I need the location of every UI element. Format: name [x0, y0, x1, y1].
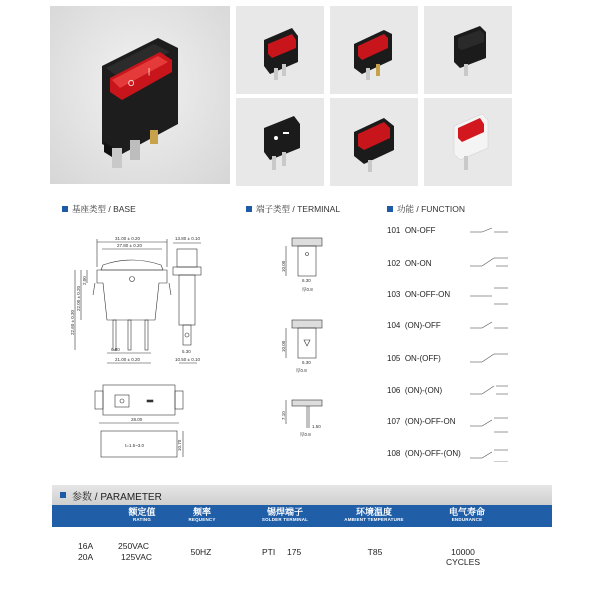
base-drawing	[55, 225, 230, 465]
svg-text:22.60 ± 0.30: 22.60 ± 0.30	[70, 310, 75, 335]
svg-text:27.80 ± 0.20: 27.80 ± 0.20	[117, 243, 142, 248]
bullet-square-icon	[246, 206, 252, 212]
header-endurance: 电气寿命 ENDURANCE	[448, 507, 485, 522]
svg-text:21.00 ± 0.20: 21.00 ± 0.20	[115, 357, 140, 362]
switch-symbol-icons	[468, 222, 518, 462]
function-item: 103 ON-OFF-ON	[387, 290, 451, 299]
svg-text:t=1.5~3.0: t=1.5~3.0	[125, 443, 145, 448]
svg-text:O: O	[128, 79, 135, 88]
main-product-photo	[50, 6, 230, 184]
svg-text:2.00: 2.00	[82, 276, 87, 285]
svg-text:10.00: 10.00	[281, 260, 286, 272]
bullet-square-icon	[60, 492, 66, 498]
function-item: 104 (ON)-OFF	[387, 321, 441, 330]
svg-text:6.30: 6.30	[302, 278, 311, 283]
bullet-square-icon	[62, 206, 68, 212]
function-item: 106 (ON)-(ON)	[387, 386, 443, 395]
product-thumbnail-1	[236, 6, 324, 94]
base-section-title: 基座类型 / BASE	[62, 203, 136, 215]
product-thumbnail-3	[424, 6, 512, 94]
product-thumbnail-2	[330, 6, 418, 94]
product-thumbnail-4	[236, 98, 324, 186]
product-thumbnail-5	[330, 98, 418, 186]
svg-text:10.50 ± 0.10: 10.50 ± 0.10	[175, 357, 200, 362]
svg-text:5.30: 5.30	[182, 349, 191, 354]
svg-text:6.30: 6.30	[302, 360, 311, 365]
parameter-section-title: 参数 / PARAMETER	[52, 485, 552, 505]
product-thumbnail-6	[424, 98, 512, 186]
function-item: 107 (ON)-OFF-ON	[387, 417, 456, 426]
header-frequency: 频率 REQUENCY	[188, 507, 216, 522]
header-solder-terminal: 锡焊端子 SOLDER TERMINAL	[261, 507, 309, 522]
bullet-square-icon	[387, 206, 393, 212]
function-item: 108 (ON)-OFF-(ON)	[387, 449, 461, 458]
terminal-drawing	[262, 228, 342, 438]
svg-text:厚0.8: 厚0.8	[300, 432, 311, 437]
svg-text:10.00: 10.00	[281, 340, 286, 352]
function-section-title: 功能 / FUNCTION	[387, 203, 465, 215]
header-temperature: 环境温度 AMBIENT TEMPERATURE	[344, 507, 404, 522]
svg-text:|: |	[148, 67, 151, 76]
header-rating: 额定值 RATING	[128, 507, 156, 522]
svg-text:厚0.8: 厚0.8	[296, 368, 307, 373]
svg-text:28.00: 28.00	[131, 417, 143, 422]
parameter-table-header	[52, 505, 552, 527]
svg-text:13.80 ± 0.10: 13.80 ± 0.10	[175, 236, 200, 241]
function-item: 101 ON-OFF	[387, 226, 436, 235]
svg-text:厚0.8: 厚0.8	[302, 287, 313, 292]
function-item: 102 ON-ON	[387, 259, 432, 268]
svg-text:7.10: 7.10	[281, 411, 286, 420]
svg-text:10.70: 10.70	[177, 439, 182, 451]
terminal-section-title: 端子类型 / TERMINAL	[246, 203, 340, 215]
svg-text:22.00 ± 0.20: 22.00 ± 0.20	[76, 286, 81, 311]
svg-text:0.80: 0.80	[111, 347, 120, 352]
svg-text:31.00 ± 0.20: 31.00 ± 0.20	[115, 236, 140, 241]
svg-text:1.50: 1.50	[312, 424, 321, 429]
function-item: 105 ON-(OFF)	[387, 354, 441, 363]
